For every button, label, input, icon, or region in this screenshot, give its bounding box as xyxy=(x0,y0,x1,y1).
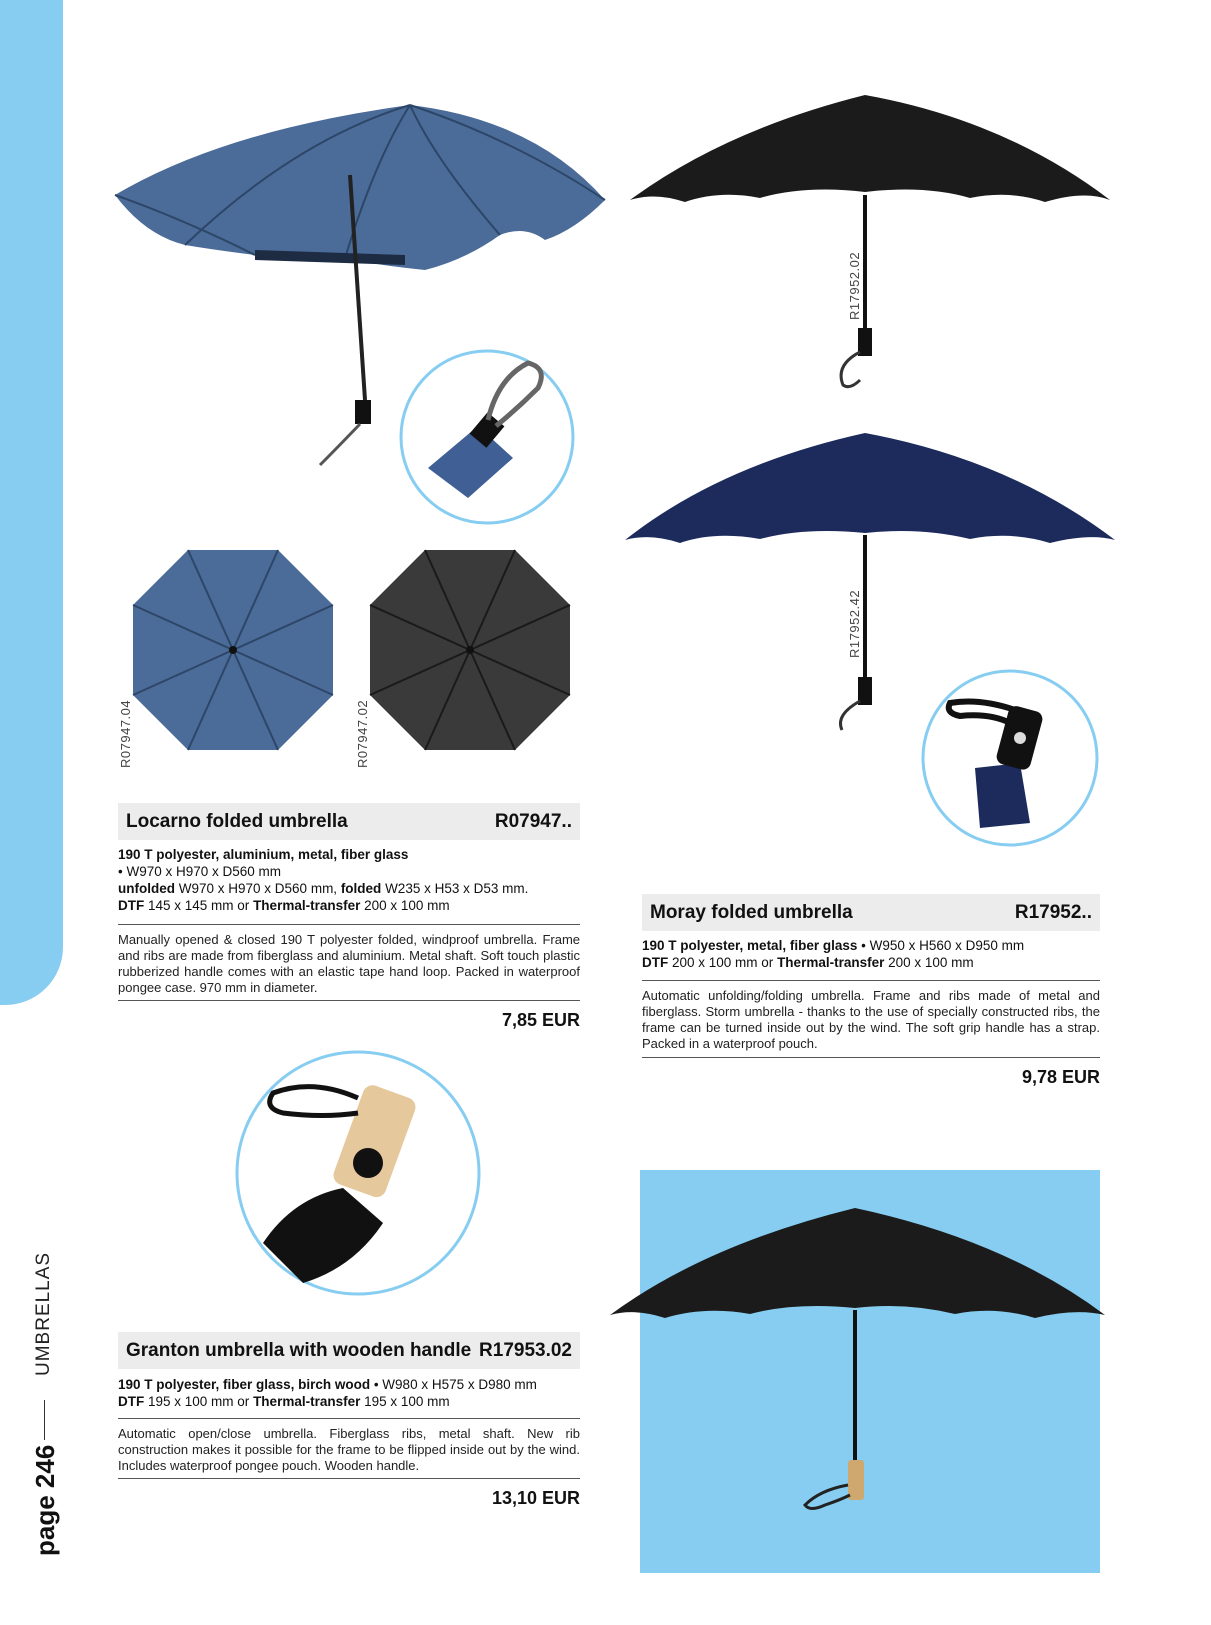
spec-value-thermal: 200 x 100 mm xyxy=(884,955,974,970)
product-title: Granton umbrella with wooden handle xyxy=(126,1339,472,1361)
spec-value-dtf: 195 x 100 mm or xyxy=(144,1394,254,1409)
product-code: R17953.02 xyxy=(479,1339,572,1361)
divider xyxy=(118,1478,580,1479)
spec-label-unfolded: unfolded xyxy=(118,881,175,896)
spec-value-unfolded: W970 x H970 x D560 mm, xyxy=(175,881,341,896)
divider xyxy=(642,1057,1100,1058)
variant-code-locarno-black: R07947.02 xyxy=(355,699,370,768)
spec-dimensions: • W970 x H970 x D560 mm xyxy=(118,864,282,879)
product-title: Locarno folded umbrella xyxy=(126,810,348,832)
granton-umbrella-image xyxy=(605,1200,1110,1520)
locarno-handle-detail-image xyxy=(398,348,576,526)
moray-price: 9,78 EUR xyxy=(1021,1067,1100,1087)
spec-materials: 190 T polyester, metal, fiber glass xyxy=(642,938,858,953)
product-code: R17952.. xyxy=(1014,901,1092,923)
moray-specs xyxy=(642,937,1112,971)
spec-label-thermal: Thermal-transfer xyxy=(253,1394,361,1409)
moray-handle-detail-image xyxy=(920,668,1100,848)
divider xyxy=(118,1000,580,1001)
moray-black-umbrella-image xyxy=(625,90,1115,400)
spec-dimensions: • W980 x H575 x D980 mm xyxy=(370,1377,537,1392)
moray-description: Automatic unfolding/folding umbrella. Frame and ribs made of metal and fiberglass. Storm umbrella - thanks to the use of specially constructed ribs, the frame can be turned inside out by the wind. The soft grip handle has a strap. Packed in a waterproof pouch. xyxy=(642,988,1100,1051)
granton-price: 13,10 EUR xyxy=(491,1488,580,1508)
locarno-title-bar xyxy=(118,803,580,840)
granton-description: Automatic open/close umbrella. Fiberglass ribs, metal shaft. New rib construction makes it possible for the frame to be flipped inside out by the wind. Includes waterproof pongee pouch. Wooden handle. xyxy=(118,1426,580,1473)
spec-label-thermal: Thermal-transfer xyxy=(253,898,361,913)
page-number-label: page 246 xyxy=(30,1444,60,1556)
divider xyxy=(118,924,580,925)
granton-handle-detail-image xyxy=(233,1048,483,1298)
locarno-blue-top-view-image xyxy=(128,545,338,755)
locarno-description: Manually opened & closed 190 T polyester folded, windproof umbrella. Frame and ribs are made from fiberglass and aluminium. Metal shaft. Soft touch plastic rubberized handle comes with an elastic tape hand loop. Packed in waterproof pongee case. 970 mm in diameter. xyxy=(118,932,580,995)
spec-value-thermal: 200 x 100 mm xyxy=(360,898,450,913)
spec-value-thermal: 195 x 100 mm xyxy=(360,1394,450,1409)
spec-label-thermal: Thermal-transfer xyxy=(777,955,885,970)
spec-label-dtf: DTF xyxy=(118,1394,145,1409)
variant-code-locarno-blue: R07947.04 xyxy=(118,699,133,768)
spec-value-dtf: 200 x 100 mm or xyxy=(668,955,778,970)
product-title: Moray folded umbrella xyxy=(650,901,853,923)
spec-value-folded: W235 x H53 x D53 mm. xyxy=(381,881,529,896)
locarno-price: 7,85 EUR xyxy=(501,1010,580,1030)
section-divider xyxy=(44,1400,45,1440)
spec-value-dtf: 145 x 145 mm or xyxy=(144,898,254,913)
locarno-black-top-view-image xyxy=(365,545,575,755)
variant-code-moray-navy: R17952.42 xyxy=(847,589,862,658)
spec-dimensions: • W950 x H560 x D950 mm xyxy=(857,938,1025,953)
spec-label-dtf: DTF xyxy=(118,898,145,913)
granton-specs xyxy=(118,1376,588,1410)
side-accent-tab xyxy=(0,0,63,1005)
moray-title-bar xyxy=(642,894,1100,931)
spec-materials: 190 T polyester, fiber glass, birch wood xyxy=(118,1377,371,1392)
locarno-specs xyxy=(118,846,588,914)
spec-label-dtf: DTF xyxy=(642,955,669,970)
spec-materials: 190 T polyester, aluminium, metal, fiber glass xyxy=(118,847,409,862)
variant-code-moray-black: R17952.02 xyxy=(847,251,862,320)
divider xyxy=(118,1418,580,1419)
granton-title-bar xyxy=(118,1332,580,1369)
spec-label-folded: folded xyxy=(340,881,382,896)
section-label: UMBRELLAS xyxy=(33,1251,54,1376)
product-code: R07947.. xyxy=(494,810,572,832)
divider xyxy=(642,980,1100,981)
